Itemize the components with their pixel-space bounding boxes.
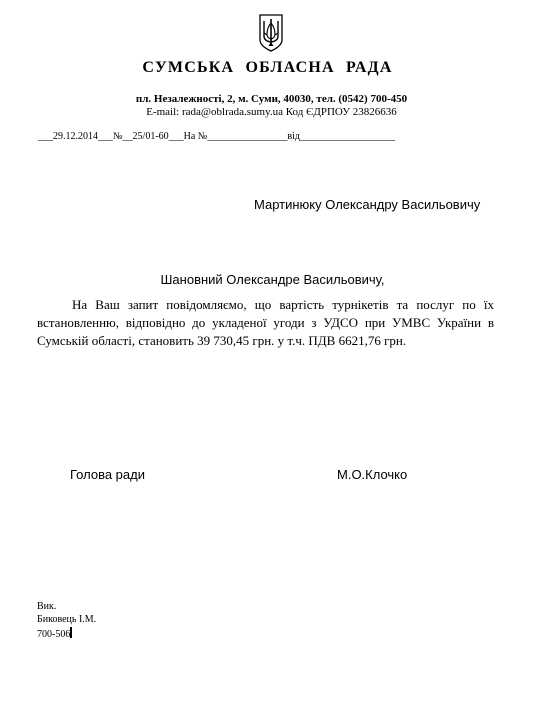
salutation: Шановний Олександре Васильовичу, — [160, 272, 385, 287]
ukraine-trident-icon — [258, 13, 284, 53]
organization-address: пл. Незалежності, 2, м. Суми, 40030, тел. (0542) 700-450 — [135, 93, 408, 105]
addressee: Мартинюку Олександру Васильовичу — [254, 197, 481, 212]
signatory-title: Голова ради — [70, 467, 145, 482]
executor-phone-line — [37, 627, 72, 640]
registration-line: ___29.12.2014___№__25/01-60___На №________________від___________________ — [38, 131, 395, 142]
executor-phone: 700-506 — [37, 629, 71, 640]
executor-label: Вик. — [37, 601, 57, 612]
letter-body: На Ваш запит повідомляємо, що вартість турнікетів та послуг по їх встановленню, відповідно до укладеної угоди з УДСО при УМВС України в Сумській області, становить 39 730,45 грн. у т.ч. ПДВ 6621,76 грн. — [37, 297, 494, 348]
executor-name: Биковець І.М. — [37, 614, 97, 625]
organization-title: СУМСЬКА ОБЛАСНА РАДА — [142, 59, 393, 76]
organization-contacts: E-mail: rada@oblrada.sumy.ua Код ЄДРПОУ 23826636 — [146, 106, 397, 118]
signatory-name: М.О.Клочко — [337, 467, 408, 482]
text-cursor — [70, 627, 72, 638]
